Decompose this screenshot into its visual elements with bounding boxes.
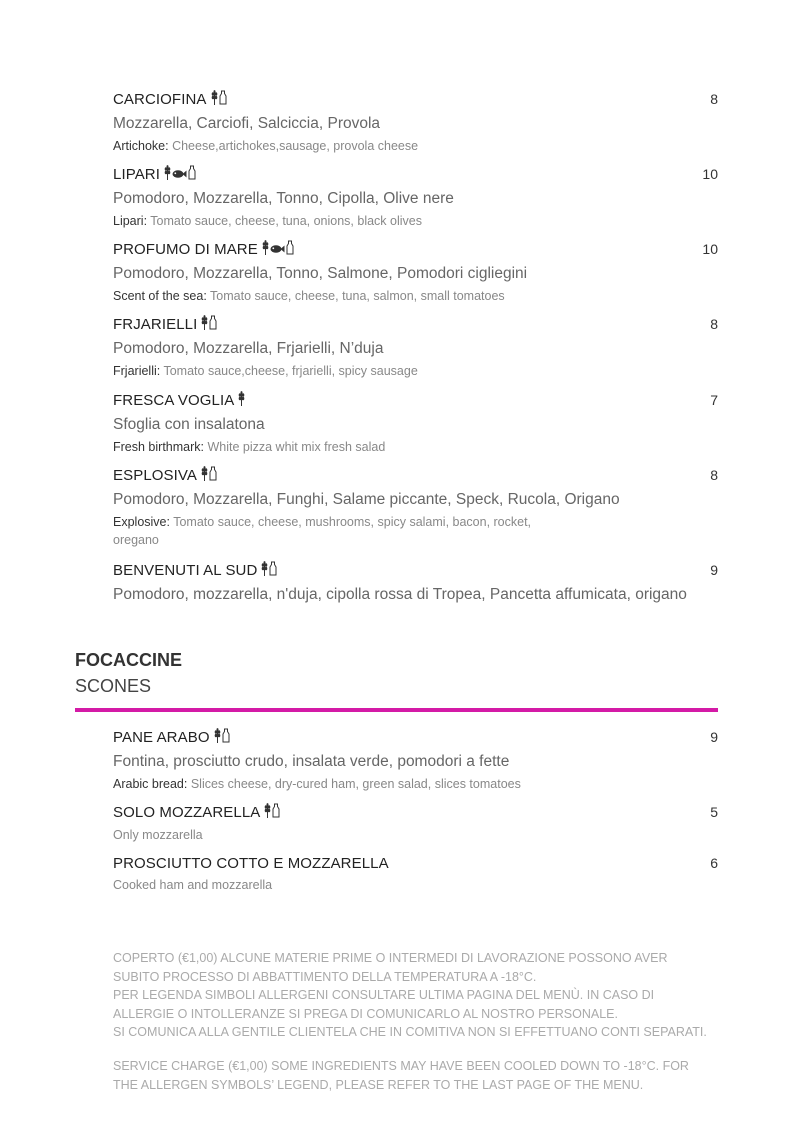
translation-text: White pizza whit mix fresh salad bbox=[204, 440, 386, 454]
milk-bottle-icon bbox=[272, 803, 280, 823]
translation-text: Tomato sauce, cheese, tuna, onions, black olives bbox=[147, 214, 422, 228]
item-ingredients: Pomodoro, Mozzarella, Tonno, Salmone, Pomodori cigliegini bbox=[113, 265, 528, 282]
menu-item bbox=[113, 240, 718, 305]
allergen-icons bbox=[214, 728, 231, 748]
milk-bottle-icon bbox=[209, 466, 217, 486]
wheat-icon bbox=[262, 240, 269, 260]
item-price: 8 bbox=[710, 467, 718, 484]
footer-note: COPERTO (€1,00) ALCUNE MATERIE PRIME O INTERMEDI DI LAVORAZIONE POSSONO AVER SUBITO PROCESSO DI ABBATTIMENTO DELLA TEMPERATURA A -18°C. bbox=[113, 951, 668, 984]
item-name: SOLO MOZZARELLA bbox=[113, 804, 261, 822]
item-translation bbox=[113, 775, 573, 793]
item-ingredients: Pomodoro, Mozzarella, Tonno, Cipolla, Olive nere bbox=[113, 190, 454, 207]
item-ingredients: Fontina, prosciutto crudo, insalata verde, pomodori a fette bbox=[113, 753, 510, 770]
item-price: 10 bbox=[702, 241, 718, 258]
menu-item bbox=[113, 728, 718, 793]
item-name: PROSCIUTTO COTTO E MOZZARELLA bbox=[113, 855, 389, 872]
milk-bottle-icon bbox=[219, 90, 227, 110]
fish-icon bbox=[172, 166, 187, 184]
milk-bottle-icon bbox=[188, 165, 196, 185]
wheat-icon bbox=[261, 561, 268, 581]
footer-notes-it bbox=[113, 949, 713, 1042]
translation-text: Tomato sauce, cheese, tuna, salmon, small tomatoes bbox=[206, 289, 505, 303]
item-name: ESPLOSIVA bbox=[113, 467, 197, 485]
item-ingredients: Pomodoro, Mozzarella, Funghi, Salame piccante, Speck, Rucola, Origano bbox=[113, 491, 620, 508]
menu-item bbox=[113, 803, 718, 844]
footer-note: SERVICE CHARGE (€1,00) SOME INGREDIENTS MAY HAVE BEEN COOLED DOWN TO -18°C. FOR THE ALLERGEN SYMBOLS’ LEGEND, PLEASE REFER TO THE LAST PAGE OF THE MENU. bbox=[113, 1059, 689, 1092]
translation-text: Cooked ham and mozzarella bbox=[113, 878, 273, 892]
menu-item bbox=[113, 391, 718, 456]
translation-text: Only mozzarella bbox=[113, 828, 203, 842]
wheat-icon bbox=[211, 90, 218, 110]
allergen-icons bbox=[201, 466, 218, 486]
item-translation bbox=[113, 137, 573, 155]
item-price: 8 bbox=[710, 91, 718, 108]
wheat-icon bbox=[264, 803, 271, 823]
item-price: 9 bbox=[710, 729, 718, 746]
menu-item bbox=[113, 90, 718, 155]
item-ingredients: Pomodoro, mozzarella, n'duja, cipolla rossa di Tropea, Pancetta affumicata, origano bbox=[113, 586, 687, 603]
item-ingredients: Mozzarella, Carciofi, Salciccia, Provola bbox=[113, 115, 381, 132]
translation-label: Lipari: bbox=[113, 214, 148, 228]
milk-bottle-icon bbox=[269, 561, 277, 581]
milk-bottle-icon bbox=[286, 240, 294, 260]
item-translation bbox=[113, 826, 573, 844]
translation-text: Cheese,artichokes,sausage, provola cheese bbox=[168, 139, 419, 153]
section-title: FOCACCINE bbox=[75, 650, 182, 670]
wheat-icon bbox=[164, 165, 171, 185]
translation-label: Frjarielli: bbox=[113, 364, 161, 378]
item-translation bbox=[113, 287, 573, 305]
menu-item bbox=[113, 315, 718, 380]
milk-bottle-icon bbox=[222, 728, 230, 748]
allergen-icons bbox=[238, 391, 246, 411]
section-divider bbox=[75, 708, 718, 712]
item-translation bbox=[113, 362, 573, 380]
allergen-icons bbox=[201, 315, 218, 335]
item-ingredients: Pomodoro, Mozzarella, Frjarielli, N’duja bbox=[113, 340, 384, 357]
item-ingredients: Sfoglia con insalatona bbox=[113, 416, 265, 433]
milk-bottle-icon bbox=[209, 315, 217, 335]
item-price: 6 bbox=[710, 855, 718, 871]
section-subtitle: SCONES bbox=[75, 676, 152, 696]
item-translation bbox=[113, 438, 573, 456]
menu-item bbox=[113, 466, 718, 549]
translation-label: Explosive: bbox=[113, 515, 170, 529]
item-translation bbox=[113, 876, 573, 894]
translation-text: Tomato sauce,cheese, frjarielli, spicy sausage bbox=[160, 364, 418, 378]
menu-item bbox=[113, 165, 718, 230]
footer-note: PER LEGENDA SIMBOLI ALLERGENI CONSULTARE ULTIMA PAGINA DEL MENÙ. IN CASO DI ALLERGIE O INTOLLERANZE SI PREGA DI COMUNICARLO AL NOSTRO PERSONALE. bbox=[113, 988, 655, 1021]
wheat-icon bbox=[201, 315, 208, 335]
wheat-icon bbox=[238, 391, 245, 411]
item-name: PROFUMO DI MARE bbox=[113, 241, 258, 259]
item-name: FRJARIELLI bbox=[113, 316, 198, 334]
menu-item bbox=[113, 561, 718, 605]
fish-icon bbox=[270, 241, 285, 259]
item-name: PANE ARABO bbox=[113, 729, 210, 747]
menu-item bbox=[113, 855, 718, 894]
translation-label: Fresh birthmark: bbox=[113, 440, 204, 454]
item-price: 9 bbox=[710, 562, 718, 579]
allergen-icons bbox=[262, 240, 295, 260]
item-name: CARCIOFINA bbox=[113, 91, 207, 109]
item-translation bbox=[113, 513, 563, 549]
item-price: 5 bbox=[710, 804, 718, 821]
item-price: 8 bbox=[710, 316, 718, 333]
allergen-icons bbox=[264, 803, 281, 823]
item-name: BENVENUTI AL SUD bbox=[113, 562, 258, 580]
allergen-icons bbox=[261, 561, 278, 581]
footer-notes-en bbox=[113, 1057, 713, 1094]
translation-label: Artichoke: bbox=[113, 139, 169, 153]
wheat-icon bbox=[214, 728, 221, 748]
translation-text: Tomato sauce, cheese, mushrooms, spicy salami, bacon, rocket, oregano bbox=[113, 515, 532, 547]
item-price: 10 bbox=[702, 166, 718, 183]
item-translation bbox=[113, 212, 573, 230]
translation-label: Scent of the sea: bbox=[113, 289, 207, 303]
wheat-icon bbox=[201, 466, 208, 486]
footer-note: SI COMUNICA ALLA GENTILE CLIENTELA CHE IN COMITIVA NON SI EFFETTUANO CONTI SEPARATI. bbox=[113, 1025, 707, 1039]
translation-text: Slices cheese, dry-cured ham, green salad, slices tomatoes bbox=[187, 777, 521, 791]
allergen-icons bbox=[211, 90, 228, 110]
item-name: FRESCA VOGLIA bbox=[113, 392, 235, 410]
translation-label: Arabic bread: bbox=[113, 777, 188, 791]
allergen-icons bbox=[164, 165, 197, 185]
item-name: LIPARI bbox=[113, 166, 161, 184]
item-price: 7 bbox=[710, 392, 718, 409]
